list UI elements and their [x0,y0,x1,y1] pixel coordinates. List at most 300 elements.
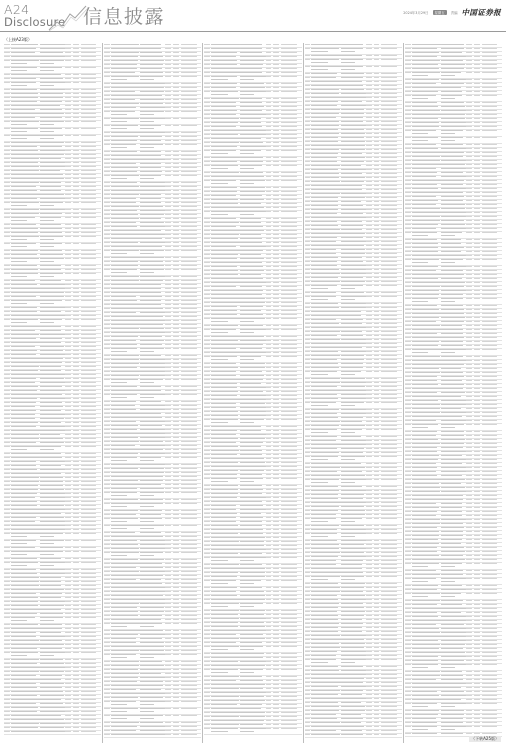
table-cell [111,186,139,187]
table-cell [366,209,372,210]
table-cell [11,469,37,470]
table-cell [11,640,39,641]
table-cell [240,359,254,360]
table-cell [266,222,272,223]
table-cell [11,243,36,244]
table-cell [165,111,171,112]
table-cell [266,234,272,235]
table-cell [341,599,367,600]
table-cell [173,552,179,553]
table-cell [381,611,397,612]
table-cell [305,97,311,98]
table-cell [65,93,71,94]
table-cell [311,169,338,170]
table-cell [240,60,263,61]
table-cell [4,60,10,61]
table-cell [305,498,311,499]
table-column-1 [3,43,102,743]
table-cell [405,208,411,209]
table-cell [140,468,164,469]
table-cell [40,687,62,688]
table-cell [181,488,197,489]
table-cell [240,411,266,412]
table-cell [381,129,397,130]
table-cell [4,707,10,708]
table-cell [266,150,272,151]
table-cell [73,473,79,474]
table-cell [173,144,179,145]
table-cell [204,545,210,546]
table-cell [412,144,437,145]
table-cell [341,382,366,383]
table-cell [211,411,238,412]
table-cell [381,311,397,312]
table-cell [341,595,366,596]
table-cell [73,386,79,387]
table-cell [173,441,179,442]
table-cell [211,352,239,353]
table-cell [374,686,380,687]
table-cell [104,472,110,473]
table-cell [211,321,227,322]
table-cell [405,168,411,169]
table-cell [281,553,297,554]
table-cell [4,82,10,83]
table-cell [140,300,161,301]
table-cell [305,241,311,242]
table-cell [374,560,380,561]
table-cell [40,239,54,240]
table-cell [374,583,380,584]
table-cell [173,409,179,410]
table-cell [4,232,10,233]
table-cell [474,110,480,111]
table-cell [81,402,97,403]
table-cell [111,382,127,383]
table-cell [81,628,97,629]
table-cell [273,700,279,701]
table-cell [81,509,97,510]
table-cell [211,211,241,212]
table-cell [65,269,71,270]
table-cell [240,87,265,88]
table-cell [40,276,54,277]
table-cell [374,694,380,695]
table-cell [173,276,179,277]
table-cell [366,529,372,530]
table-cell [474,44,480,45]
table-cell [140,536,163,537]
table-cell [466,259,472,260]
table-cell [374,402,380,403]
table-cell [181,575,197,576]
table-cell [140,544,166,545]
table-cell [65,687,71,688]
table-cell [211,430,237,431]
table-cell [4,213,10,214]
table-cell [204,485,210,486]
table-cell [405,255,411,256]
table-cell [111,91,135,92]
table-cell [311,678,340,679]
table-cell [181,583,197,584]
table-cell [73,101,79,102]
table-cell [311,486,338,487]
table-cell [140,722,163,723]
table-cell [173,421,179,422]
table-cell [240,564,262,565]
table-cell [104,405,110,406]
table-cell [81,56,97,57]
table-cell [111,336,138,337]
table-cell [341,137,365,138]
table-cell [366,674,372,675]
table-cell [374,540,380,541]
table-cell [104,68,110,69]
table-cell [341,486,363,487]
table-cell [73,154,79,155]
table-cell [366,311,372,312]
table-cell [240,497,266,498]
table-cell [482,48,498,49]
table-cell [73,300,79,301]
table-cell [273,180,279,181]
table-cell [374,105,380,106]
table-cell [40,446,61,447]
table-cell [441,137,463,138]
table-cell [140,532,161,533]
table-cell [305,698,311,699]
table-cell [181,72,197,73]
table-cell [266,146,272,147]
table-cell [173,734,179,735]
table-cell [65,577,71,578]
table-cell [140,76,163,77]
table-cell [405,126,411,127]
table-cell [266,724,272,725]
table-cell [11,142,41,143]
table-cell [104,669,110,670]
table-cell [273,493,279,494]
table-cell [11,533,41,534]
table-cell [211,646,239,647]
table-cell [366,323,372,324]
table-cell [73,624,79,625]
table-cell [311,281,339,282]
table-cell [73,707,79,708]
table-cell [311,734,339,735]
table-cell [341,467,365,468]
table-cell [11,158,39,159]
table-cell [140,147,154,148]
table-cell [11,330,36,331]
table-cell [40,358,63,359]
table-cell [281,696,297,697]
table-cell [204,371,210,372]
table-cell [11,198,37,199]
table-cell [381,486,397,487]
table-cell [65,446,71,447]
table-cell [341,105,367,106]
table-cell [305,398,311,399]
table-cell [381,153,397,154]
table-cell [366,157,372,158]
table-cell [266,411,272,412]
table-cell [273,329,279,330]
table-cell [341,572,364,573]
table-cell [374,655,380,656]
table-cell [305,690,311,691]
table-cell [240,541,264,542]
table-cell [311,425,339,426]
table-cell [305,544,311,545]
table-cell [374,409,380,410]
table-column-5 [403,43,503,743]
table-cell [81,489,97,490]
table-cell [211,270,238,271]
table-cell [11,67,37,68]
table-cell [466,180,472,181]
table-cell [11,378,37,379]
table-cell [40,547,63,548]
table-cell [173,198,179,199]
table-cell [311,367,339,368]
table-cell [211,134,238,135]
table-cell [281,134,297,135]
table-cell [165,701,171,702]
table-cell [140,623,162,624]
table-cell [341,177,365,178]
table-cell [11,174,41,175]
table-cell [65,162,71,163]
table-cell [366,137,372,138]
table-cell [204,83,210,84]
table-cell [40,540,64,541]
table-cell [73,93,79,94]
table-cell [240,525,261,526]
table-cell [4,280,10,281]
table-cell [165,472,171,473]
table-cell [374,533,380,534]
table-cell [40,82,66,83]
table-cell [266,599,272,600]
table-cell [311,631,337,632]
table-cell [374,229,380,230]
table-cell [381,177,397,178]
table-cell [482,156,498,157]
table-cell [140,355,160,356]
table-cell [311,682,340,683]
table-cell [341,69,355,70]
table-cell [65,481,71,482]
table-cell [40,493,65,494]
table-cell [111,693,141,694]
table-cell [240,102,262,103]
table-cell [65,581,71,582]
table-cell [305,129,311,130]
table-cell [65,723,71,724]
table-cell [341,66,363,67]
table-cell [311,189,341,190]
table-cell [65,533,71,534]
table-cell [240,533,263,534]
table-cell [412,184,438,185]
table-cell [381,651,397,652]
table-cell [305,109,311,110]
table-cell [173,265,179,266]
table-cell [104,132,110,133]
table-cell [204,470,210,471]
table-cell [366,718,372,719]
table-cell [381,502,397,503]
table-cell [173,575,179,576]
table-cell [341,217,367,218]
table-cell [140,445,165,446]
table-cell [165,646,171,647]
table-cell [11,543,27,544]
table-cell [140,464,165,465]
table-cell [441,64,465,65]
table-cell [173,425,179,426]
table-cell [305,718,311,719]
table-cell [341,525,364,526]
table-cell [104,218,110,219]
table-cell [266,716,272,717]
table-cell [341,331,363,332]
table-cell [4,597,10,598]
table-cell [81,683,97,684]
table-cell [240,306,262,307]
table-cell [240,118,261,119]
table-cell [341,351,366,352]
table-cell [273,195,279,196]
table-cell [266,485,272,486]
table-cell [40,554,54,555]
table-cell [381,591,397,592]
table-cell [381,213,397,214]
table-cell [140,587,166,588]
table-cell [366,686,372,687]
table-cell [240,114,266,115]
table-cell [466,164,472,165]
table-cell [240,266,263,267]
table-cell [273,599,279,600]
table-cell [40,648,62,649]
table-cell [273,572,279,573]
table-cell [341,109,365,110]
table-cell [81,731,97,732]
section-name-en: Disclosure [4,15,66,29]
table-cell [273,314,279,315]
table-cell [211,688,239,689]
table-cell [482,114,498,115]
table-cell [111,603,139,604]
table-cell [381,635,397,636]
table-cell [273,367,279,368]
table-cell [65,273,71,274]
table-cell [305,311,311,312]
table-cell [140,163,161,164]
table-cell [405,102,411,103]
table-cell [65,465,71,466]
table-cell [81,659,97,660]
table-cell [366,181,372,182]
table-cell [140,421,166,422]
table-cell [204,211,210,212]
table-cell [381,726,397,727]
table-cell [111,95,141,96]
table-cell [73,418,79,419]
table-cell [412,48,438,49]
table-cell [240,485,262,486]
table-cell [412,152,441,153]
table-cell [474,56,480,57]
table-cell [374,93,380,94]
table-cell [104,488,110,489]
table-cell [11,655,27,656]
table-cell [181,186,197,187]
table-cell [240,422,254,423]
table-cell [240,419,264,420]
table-cell [381,471,397,472]
table-cell [11,691,41,692]
table-cell [474,68,480,69]
table-cell [381,292,397,293]
table-cell [273,371,279,372]
table-cell [65,679,71,680]
table-cell [104,95,110,96]
table-cell [374,576,380,577]
table-cell [482,64,498,65]
table-cell [40,128,62,129]
table-cell [111,697,138,698]
table-cell [204,270,210,271]
table-cell [381,225,397,226]
table-cell [311,421,340,422]
table-cell [65,390,71,391]
table-cell [181,503,197,504]
table-cell [40,170,60,171]
table-cell [173,328,179,329]
table-cell [381,540,397,541]
table-cell [341,611,366,612]
table-cell [40,342,61,343]
table-cell [412,247,438,248]
table-cell [466,168,472,169]
table-cell [374,117,380,118]
table-cell [73,74,79,75]
table-cell [273,426,279,427]
table-cell [311,459,327,460]
table-cell [305,560,311,561]
table-cell [482,168,498,169]
table-cell [204,64,210,65]
table-cell [381,331,397,332]
table-cell [140,144,163,145]
table-cell [111,163,136,164]
table-cell [81,501,97,502]
table-cell [140,198,161,199]
table-cell [73,644,79,645]
table-cell [204,60,210,61]
table-cell [73,232,79,233]
table-cell [11,525,40,526]
table-cell [240,610,265,611]
table-cell [140,661,161,662]
table-cell [441,144,464,145]
table-cell [140,665,164,666]
table-cell [305,189,311,190]
